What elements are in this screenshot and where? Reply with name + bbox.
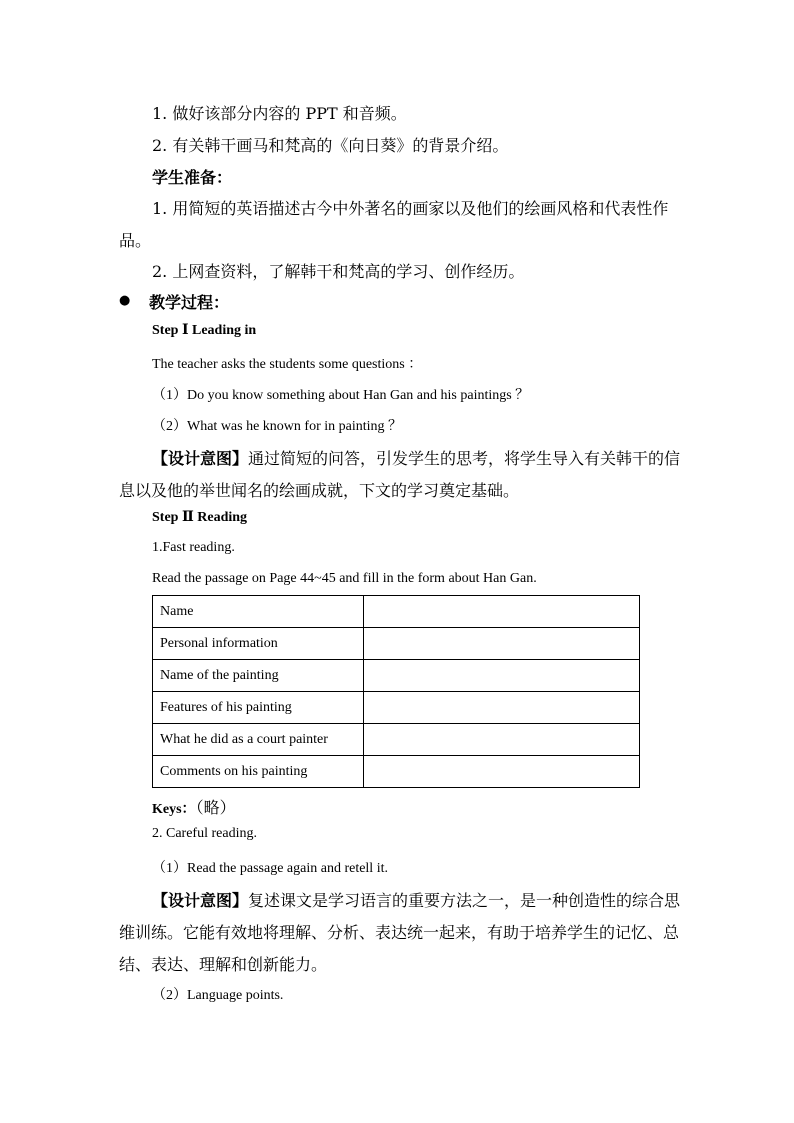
step-1-question-2: （2）What was he known for in painting ？ xyxy=(152,419,403,434)
student-prep-item-1-line-1: 1. 用简短的英语描述古今中外著名的画家以及他们的绘画风格和代表性作 xyxy=(152,199,669,218)
careful-reading-task-2: （2）Language points. xyxy=(152,988,284,1003)
table-row xyxy=(153,724,640,756)
step-1-intro: The teacher asks the students some questions ： xyxy=(152,357,423,372)
step-2-design-intent-line-2: 维训练。它能有效地将理解、分析、表达统一起来，有助于培养学生的记忆、总 xyxy=(119,923,680,942)
step-1-design-intent-line-2: 息以及他的举世闻名的绘画成就，下文的学习奠定基础。 xyxy=(119,481,520,500)
table-row-label: What he did as a court painter xyxy=(153,724,364,756)
table-row-label: Name of the painting xyxy=(153,660,364,692)
table-row-label: Comments on his painting xyxy=(153,756,364,788)
table-row xyxy=(153,596,640,628)
bullet-icon: ● xyxy=(119,293,131,308)
table-row-value xyxy=(364,724,640,756)
han-gan-info-table xyxy=(152,595,640,788)
process-heading: 教学过程： xyxy=(149,293,230,312)
table-row xyxy=(153,756,640,788)
table-row-value xyxy=(364,628,640,660)
keys-line xyxy=(152,795,236,818)
design-intent-text: 通过简短的问答，引发学生的思考，将学生导入有关韩干的信 xyxy=(248,449,681,468)
careful-reading-label: 2. Careful reading. xyxy=(152,826,257,841)
careful-reading-task-1: （1）Read the passage again and retell it. xyxy=(152,861,388,876)
keys-label: Keys： xyxy=(152,802,196,817)
table-row-label: Name xyxy=(153,596,364,628)
step-1-question-1: （1）Do you know something about Han Gan and his paintings ？ xyxy=(152,388,530,403)
step-1-design-intent xyxy=(152,446,680,469)
design-intent-label: 【设计意图】 xyxy=(152,449,249,468)
student-prep-heading: 学生准备： xyxy=(152,168,233,187)
table-row-value xyxy=(364,660,640,692)
student-prep-item-2: 2. 上网查资料，了解韩干和梵高的学习、创作经历。 xyxy=(152,262,525,281)
table-row-label: Personal information xyxy=(153,628,364,660)
student-prep-item-1-line-2: 品。 xyxy=(119,231,152,250)
table-row-value xyxy=(364,692,640,724)
step-2-title: Step Ⅱ Reading xyxy=(152,510,248,525)
keys-value: （略） xyxy=(195,800,236,817)
table-row-value xyxy=(364,596,640,628)
fast-reading-instruction: Read the passage on Page 44~45 and fill in the form about Han Gan. xyxy=(152,571,537,586)
table-row xyxy=(153,628,640,660)
fast-reading-label: 1.Fast reading. xyxy=(152,540,235,555)
table-row xyxy=(153,692,640,724)
step-1-title: Step Ⅰ Leading in xyxy=(152,323,257,338)
step-2-design-intent-line-3: 结、表达、理解和创新能力。 xyxy=(119,955,328,974)
table-row xyxy=(153,660,640,692)
design-intent-label: 【设计意图】 xyxy=(152,891,249,910)
step-2-design-intent xyxy=(152,888,680,911)
teacher-prep-item-2: 2. 有关韩干画马和梵高的《向日葵》的背景介绍。 xyxy=(152,136,509,155)
teacher-prep-item-1: 1. 做好该部分内容的 PPT 和音频。 xyxy=(152,104,407,123)
table-row-value xyxy=(364,756,640,788)
table-row-label: Features of his painting xyxy=(153,692,364,724)
design-intent-text: 复述课文是学习语言的重要方法之一，是一种创造性的综合思 xyxy=(248,891,681,910)
